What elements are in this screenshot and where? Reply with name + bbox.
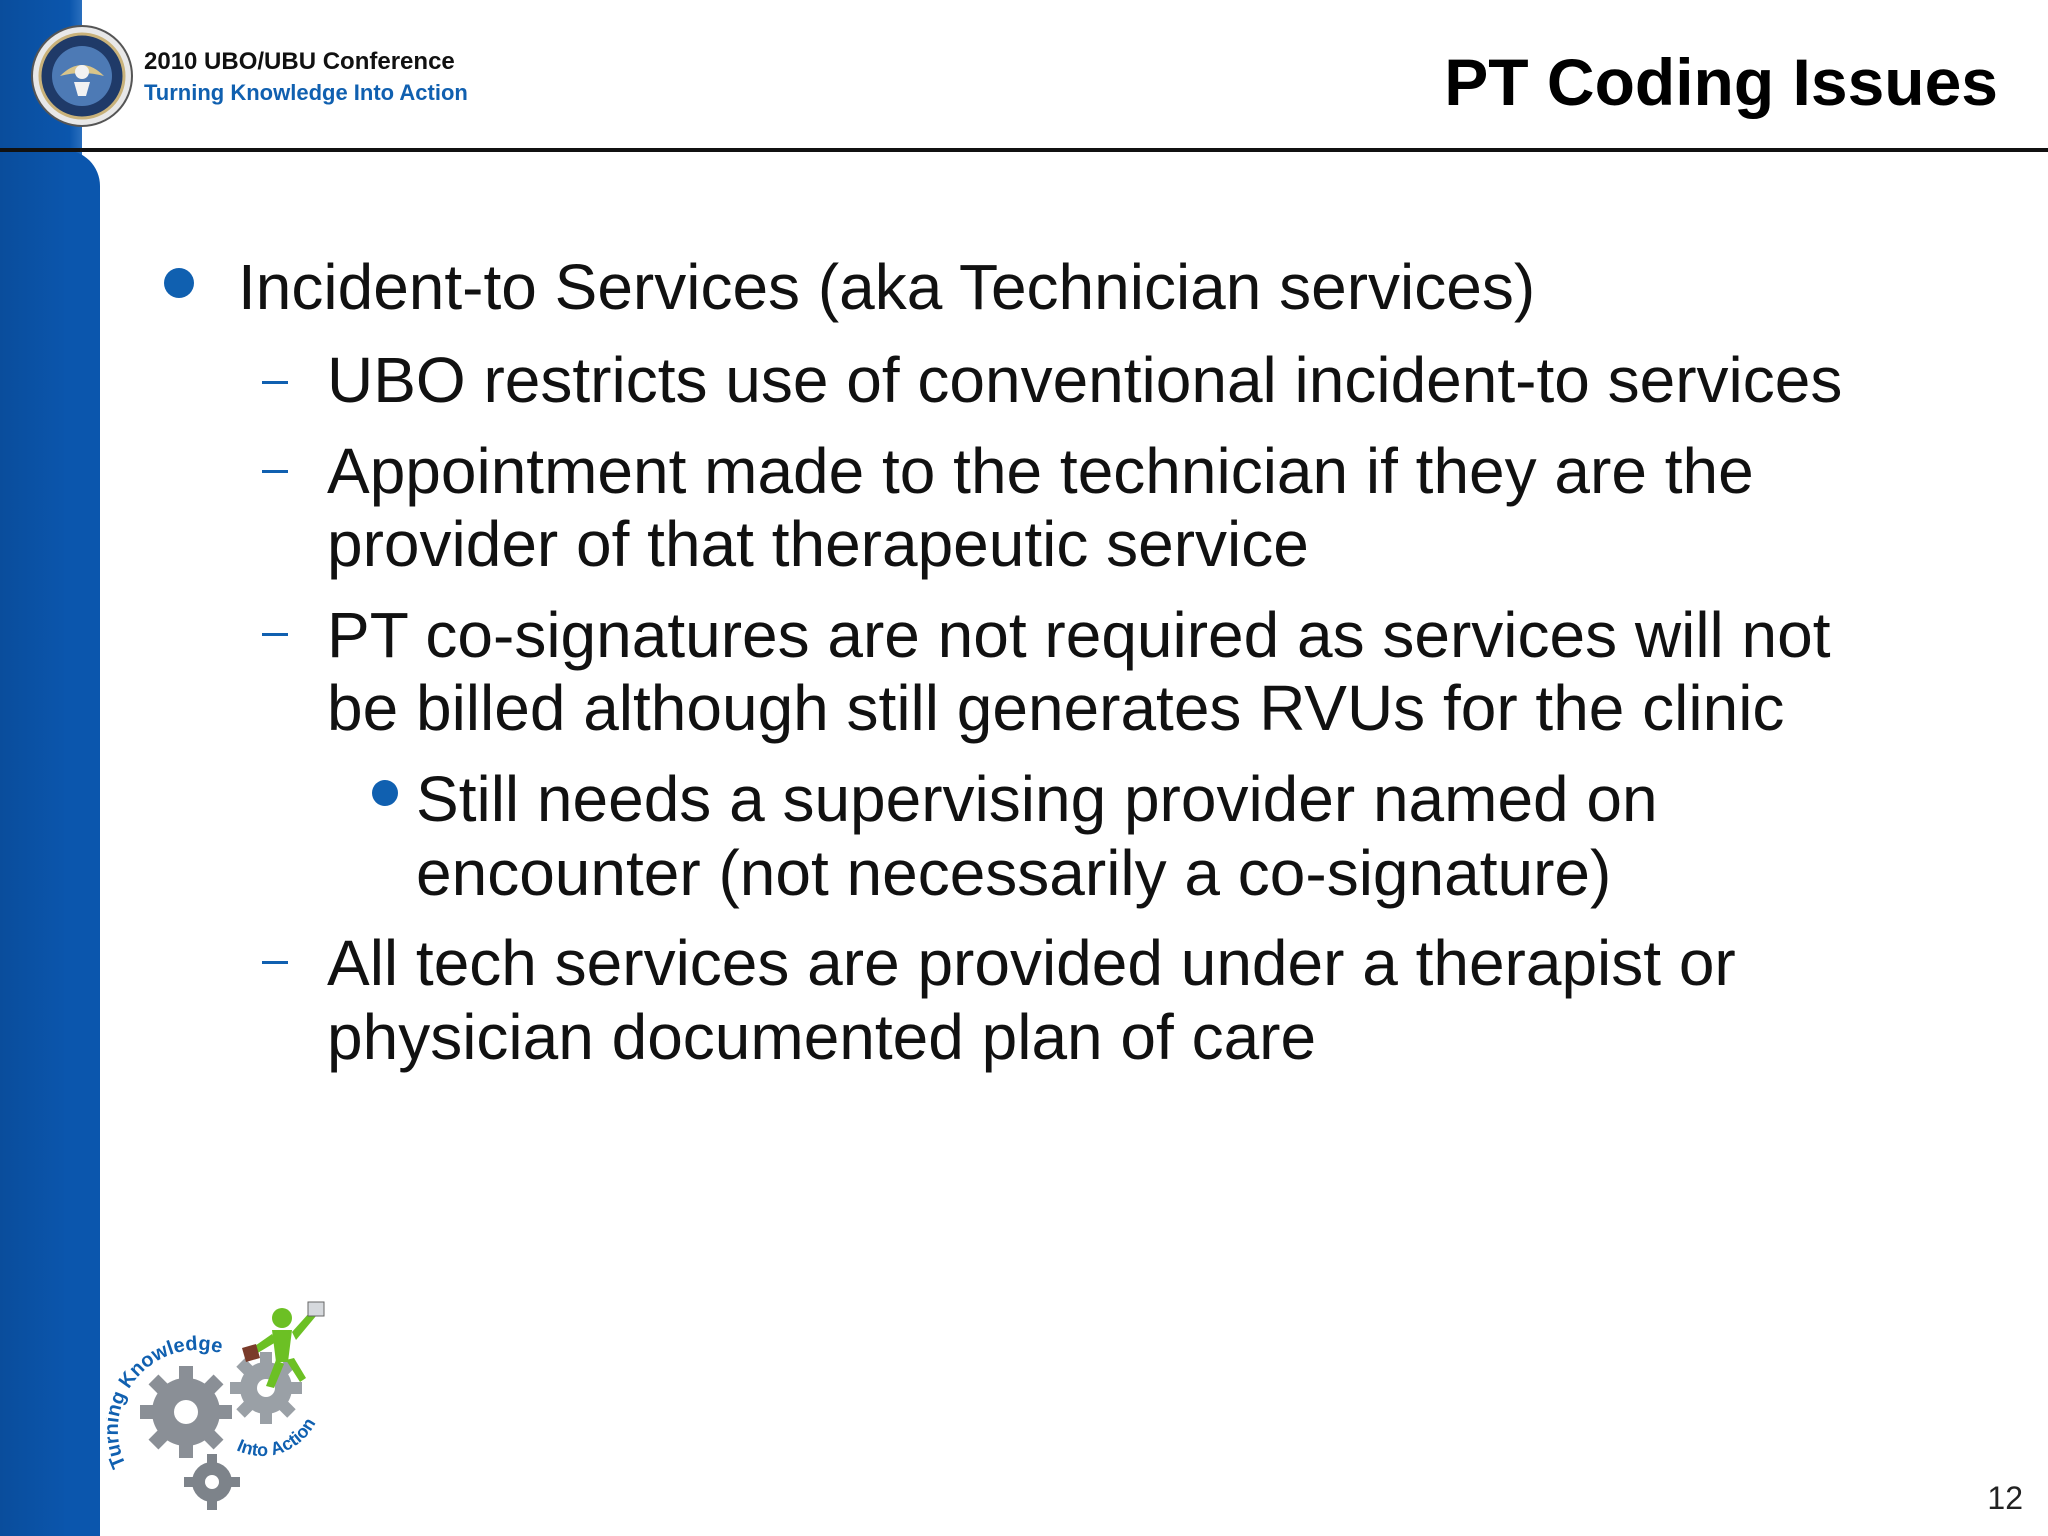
sub-bullet-text-continued: be billed although still generates RVUs for the clinic (327, 672, 1785, 744)
gears-figure-logo-icon (106, 1300, 336, 1530)
sub-bullet-text: All tech services are provided under a therapist or (327, 927, 1736, 999)
conference-tagline: Turning Knowledge Into Action (144, 80, 468, 105)
sub-bullet-text: Appointment made to the technician if they are the (327, 435, 1754, 507)
sub-bullet-text: UBO restricts use of conventional incident-to services (327, 344, 1843, 416)
dash-marker (262, 381, 288, 384)
conference-title: 2010 UBO/UBU Conference (144, 48, 455, 75)
bullet-text: Incident-to Services (aka Technician services) (238, 251, 1536, 323)
sub-bullet-text-continued: provider of that therapeutic service (327, 508, 1309, 580)
bullet-marker (164, 268, 194, 298)
dash-marker (262, 633, 288, 636)
svg-text:Into Action (234, 1414, 319, 1460)
logo-arc-text-bottom: Into Action (234, 1414, 320, 1460)
sub-sub-bullet-text-continued: encounter (not necessarily a co-signature) (416, 837, 1612, 909)
bullet-marker-small (372, 780, 398, 806)
sub-bullet-text-continued: physician documented plan of care (327, 1001, 1317, 1073)
sub-bullet-text: PT co-signatures are not required as services will not (327, 599, 1831, 671)
slide-title: PT Coding Issues (1444, 45, 1998, 119)
page-number: 12 (1987, 1480, 2023, 1516)
dash-marker (262, 961, 288, 964)
sub-sub-bullet-text: Still needs a supervising provider named on (416, 763, 1658, 835)
dash-marker (262, 470, 288, 473)
logo-arc-text-top: T g Knowledge (106, 1332, 225, 1472)
